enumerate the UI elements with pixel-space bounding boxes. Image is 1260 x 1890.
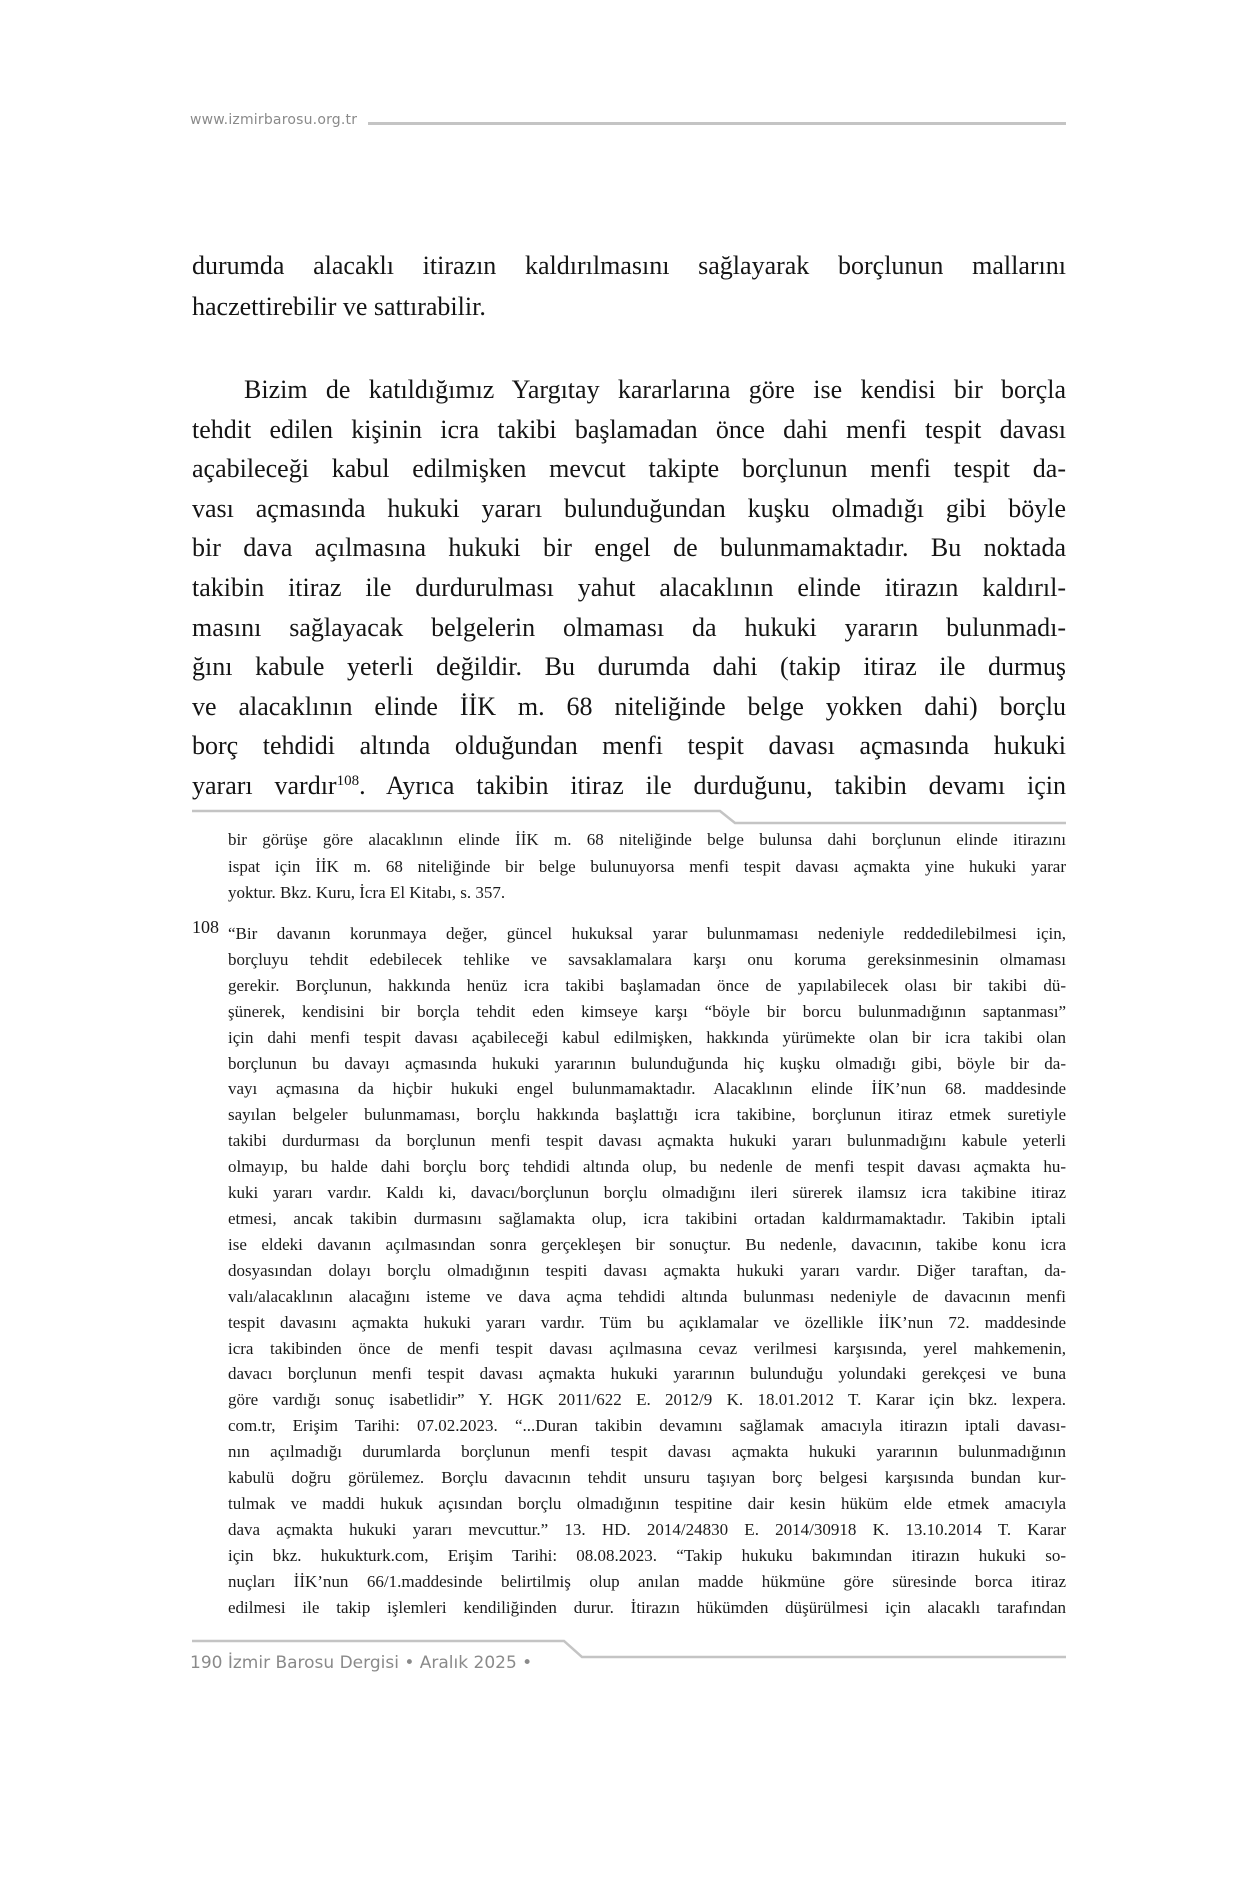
footnote-reference-108[interactable]: 108	[336, 772, 360, 789]
footnote-line: yoktur. Bkz. Kuru, İcra El Kitabı, s. 357.	[228, 883, 506, 902]
footnote-line: “Bir davanın korunmaya değer, güncel hukuksal yarar bulunmaması nedeniyle reddedilebilmesi için,	[228, 924, 1066, 943]
footnote-line: borçluyu tehdit edebilecek tehlike ve savsaklamalara karşı onu koruma gereksinmesinin olmaması	[228, 949, 1066, 969]
body-text-segment: yararı vardır	[192, 770, 337, 800]
body-text-line: bir dava açılmasına hukuki bir engel de bulunmamaktadır. Bu noktada	[192, 533, 1066, 563]
footnote-line: nuçları İİK’nun 66/1.maddesinde belirtilmiş olup anılan madde hükmüne göre süresinde borca itiraz	[228, 1571, 1066, 1591]
footnote-line: tespit davasını açmakta hukuki yararı vardır. Tüm bu açıklamalar ve özellikle İİK’nun 72. maddesinde	[228, 1312, 1066, 1332]
footnote-line: için bkz. hukukturk.com, Erişim Tarihi: 08.08.2023. “Takip hukuku bakımından itirazın hukuki so-	[228, 1545, 1066, 1565]
body-text-line: tehdit edilen kişinin icra takibi başlamadan önce dahi menfi tespit davası	[192, 414, 1066, 444]
body-text-line: durumda alacaklı itirazın kaldırılmasını sağlayarak borçlunun mallarını	[192, 251, 1066, 280]
body-text-line: haczettirebilir ve sattırabilir.	[192, 291, 486, 321]
footnote-line: için dahi menfi tespit davası açabileceği kabul edilmişken, hakkında yürümekte olan bir icra takibi olan	[228, 1027, 1066, 1047]
footnote-line: takibi durdurması da borçlunun menfi tespit davası açmakta hukuki yararı bulunmadığını kabule yeterli	[228, 1131, 1066, 1151]
footnote-line: dava açmakta hukuki yararı mevcuttur.” 13. HD. 2014/24830 E. 2014/30918 K. 13.10.2014 T. Karar	[228, 1519, 1066, 1539]
footnote-line: şünerek, kendisini bir borçla tehdit eden kimseye karşı “böyle bir borcu bulunmadığının saptanması”	[228, 1001, 1066, 1021]
body-text-line: masını sağlayacak belgelerin olmaması da hukuki yararın bulunmadı-	[192, 612, 1066, 642]
footnote-line: vayı açmasına da hiçbir hukuki engel bulunmamaktadır. Alacaklının elinde İİK’nun 68. maddesinde	[228, 1079, 1066, 1099]
footnote-line: tulmak ve maddi hukuk açısından borçlu olmadığının tespitine dair kesin hüküm elde etmek amacıyla	[228, 1493, 1066, 1513]
footnote-line: sayılan belgeler bulunmaması, borçlu hakkında başlattığı icra takibine, borçlunun itiraz etmek suretiyle	[228, 1105, 1066, 1125]
footnote-line: davacı borçlunun menfi tespit davası açmakta hukuki yararının bulunduğu yolundaki gerekçesi ve buna	[228, 1364, 1066, 1384]
body-text-line: ğını kabule yeterli değildir. Bu durumda dahi (takip itiraz ile durmuş	[192, 652, 1066, 682]
footnote-line: ispat için İİK m. 68 niteliğinde bir belge bulunuyorsa menfi tespit davası açmakta yine hukuki yarar	[228, 856, 1066, 876]
footnote-line: nın açılmadığı durumlarda borçlunun menfi tespit davası açmakta hukuki yararının bulunmadığının	[228, 1442, 1066, 1462]
footnote-line: icra takibinden önce de menfi tespit davası açılmasına cevaz verilmesi karşısında, yerel mahkemenin,	[228, 1338, 1066, 1358]
footnote-continued	[228, 827, 1066, 907]
body-text-segment: . Ayrıca takibin itiraz ile durduğunu, takibin devamı için	[359, 770, 1066, 800]
footnote-line: olmayıp, bu halde dahi borçlu borç tehdidi altında olup, bu nedenle de menfi tespit davası açmakta hu-	[228, 1157, 1066, 1177]
footnote-line: kuki yararı vardır. Kaldı ki, davacı/borçlunun borçlu olmadığını ileri sürerek ilamsız icra takibine itiraz	[228, 1183, 1066, 1203]
footnote-line: borçlunun bu davayı açmasında hukuki yararının bulunduğunda hiç kuşku olmadığı gibi, böyle bir da-	[228, 1053, 1066, 1073]
body-text-line: ve alacaklının elinde İİK m. 68 niteliğinde belge yokken dahi) borçlu	[192, 691, 1066, 721]
body-text-line: takibin itiraz ile durdurulması yahut alacaklının elinde itirazın kaldırıl-	[192, 572, 1066, 602]
footnote-line: etmesi, ancak takibin durmasını sağlamakta olup, icra takibini ortadan kaldırmamaktadır. Takibin iptali	[228, 1208, 1066, 1228]
footer-page-info: 190 İzmir Barosu Dergisi • Aralık 2025 •	[190, 1653, 533, 1673]
footnote-line: valı/alacaklının alacağını isteme ve dava açma tehdidi altında bulunması nedeniyle de davacının menfi	[228, 1286, 1066, 1306]
footnote-line: ise eldeki davanın açılmasından sonra gerçekleşen bir sonuçtur. Bu nedenle, davacının, takibe konu icra	[228, 1234, 1066, 1254]
footnote-line: kabulü doğru görülemez. Borçlu davacının tehdit unsuru taşıyan borç belgesi karşısında bundan kur-	[228, 1468, 1066, 1488]
body-text-line: borç tehdidi altında olduğundan menfi tespit davası açmasında hukuki	[192, 731, 1066, 761]
header-site-url: www.izmirbarosu.org.tr	[190, 112, 358, 128]
body-text-line: Bizim de katıldığımız Yargıtay kararlarına göre ise kendisi bir borçla	[244, 375, 1066, 404]
footnote-number-108: 108	[192, 917, 219, 937]
body-text-line: vası açmasında hukuki yararı bulunduğundan kuşku olmadığı gibi böyle	[192, 493, 1066, 523]
footnote-line: edilmesi ile takip işlemleri kendiliğinden durur. İtirazın hükümden düşürülmesi için alacaklı tarafından	[228, 1597, 1066, 1617]
footnote-separator	[192, 811, 1066, 823]
footnote-line: bir görüşe göre alacaklının elinde İİK m. 68 niteliğinde belge bulunsa dahi borçlunun elinde itirazını	[228, 830, 1066, 849]
footnote-108	[228, 921, 1066, 1620]
footnote-line: com.tr, Erişim Tarihi: 07.02.2023. “...Duran takibin devamını sağlamak amacıyla itirazın iptali davası-	[228, 1416, 1066, 1436]
footnote-line: gerekir. Borçlunun, hakkında henüz icra takibi başlamadan önce de yapılabilecek olası bir takibi dü-	[228, 975, 1066, 995]
body-text-line: açabileceği kabul edilmişken mevcut takipte borçlunun menfi tespit da-	[192, 454, 1066, 484]
footnote-line: göre vardığı sonuç isabetlidir” Y. HGK 2011/622 E. 2012/9 K. 18.01.2012 T. Karar için bkz. lexpera.	[228, 1390, 1066, 1410]
footnote-line: dosyasından dolayı borçlu olmadığının tespiti davası açmakta hukuki yararı vardır. Diğer taraftan, da-	[228, 1260, 1066, 1280]
